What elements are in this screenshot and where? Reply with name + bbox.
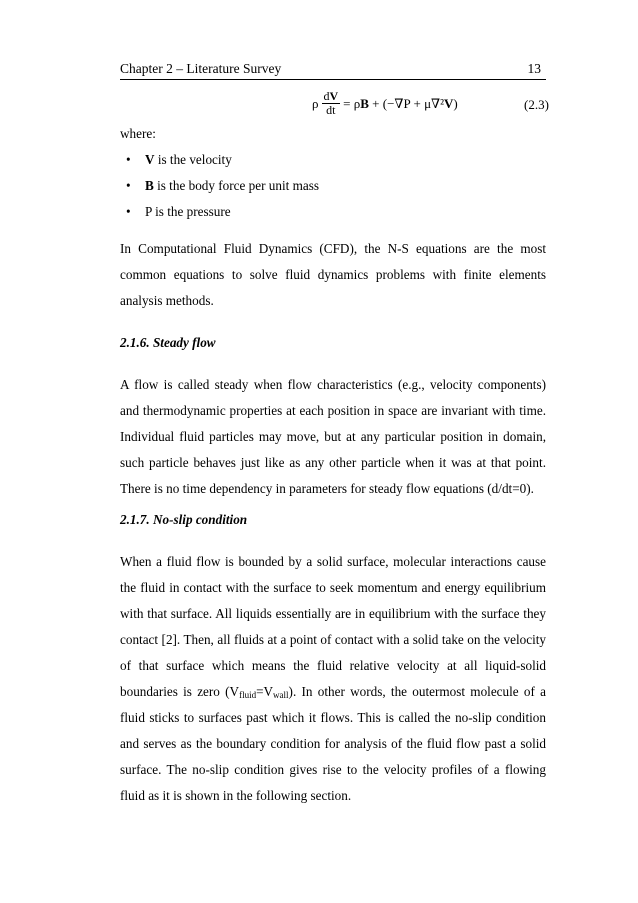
- page-number: 13: [527, 61, 541, 76]
- paragraph-steady-flow: [120, 372, 546, 502]
- text-segment: When a fluid flow is bounded by a solid surface, molecular interactions cause the fluid in contact with the surface to seek momentum and energy equilibrium with that surface. All liquids essentially are in equilibrium with the surface they contact [2]. Then, all fluids at a point of contact with a solid take on the velocity of that surface which means the fluid relative velocity at all liquid-solid boundaries is zero (V: [120, 554, 546, 699]
- rhs-v: V: [444, 95, 454, 111]
- rhs-end: ): [453, 95, 458, 111]
- page-header: [120, 61, 546, 80]
- paragraph-text: In Computational Fluid Dynamics (CFD), the N-S equations are the most common equations to solve fluid dynamics problems with finite elements analysis methods.: [120, 241, 546, 308]
- list-item: [120, 199, 546, 225]
- rhs-prefix: = ρ: [343, 95, 361, 111]
- bullet-term: V: [145, 152, 155, 167]
- text-segment: ). In other words, the outermost molecule of a fluid sticks to surfaces past which it flows. This is called the no-slip condition and serves as the boundary condition for analysis of the fluid flow past a solid surface. The no-slip condition gives rise to the velocity profiles of a flowing fluid as it is shown in the following section.: [120, 684, 547, 803]
- rhs-b: B: [360, 95, 369, 111]
- equation-fraction: [322, 90, 341, 117]
- subscript-wall: wall: [273, 690, 289, 700]
- bullet-term: B: [145, 178, 154, 193]
- paragraph-no-slip: [120, 549, 546, 809]
- bullet-text: is the body force per unit mass: [153, 178, 319, 193]
- variable-list: [120, 147, 546, 225]
- equation-rhs: [343, 96, 458, 112]
- equation-label: (2.3): [524, 97, 549, 112]
- paragraph-text: A flow is called steady when flow characteristics (e.g., velocity components) and thermodynamic properties at each position in space are invariant with time. Individual fluid particles may move, but at any particular position in domain, such particle behaves just like as any other particle when it was at that point. There is no time dependency in parameters for steady flow equations (d/dt=0).: [120, 377, 546, 496]
- subscript-fluid: fluid: [239, 690, 257, 700]
- where-label: where:: [120, 126, 156, 141]
- equation-rho: ρ: [312, 95, 319, 111]
- text-segment: =V: [256, 684, 274, 699]
- paragraph-text: [120, 549, 546, 809]
- section-heading-steady-flow: 2.1.6. Steady flow: [120, 335, 216, 350]
- numerator-var: V: [329, 89, 339, 103]
- paragraph-cfd: [120, 236, 546, 314]
- equation-2-3: [312, 90, 458, 117]
- equation-numerator: [322, 90, 341, 104]
- equation-denominator: dt: [326, 103, 336, 117]
- chapter-title: Chapter 2 – Literature Survey: [120, 61, 282, 76]
- list-item: [120, 147, 546, 173]
- numerator-d: d: [323, 89, 330, 103]
- section-heading-no-slip: 2.1.7. No-slip condition: [120, 512, 248, 527]
- list-item: [120, 173, 546, 199]
- bullet-text: P is the pressure: [145, 204, 231, 219]
- bullet-text: is the velocity: [154, 152, 232, 167]
- rhs-mid: + (−∇P + μ∇²: [368, 95, 445, 111]
